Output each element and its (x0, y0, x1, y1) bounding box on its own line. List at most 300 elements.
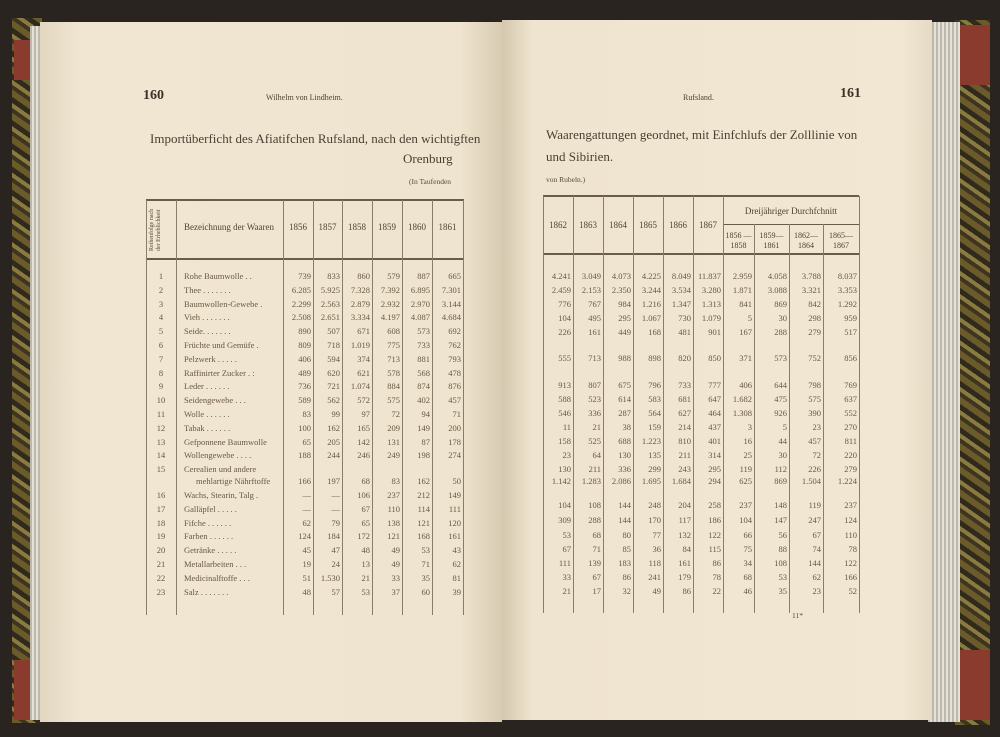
value-cell: 287 (618, 408, 631, 418)
value-cell: 110 (387, 503, 400, 514)
value-cell: 78 (712, 572, 721, 582)
value-cell: 481 (678, 327, 691, 337)
value-cell: 2.879 (350, 298, 370, 309)
row-index: 16 (156, 490, 166, 500)
value-cell: 1.283 (581, 476, 601, 486)
value-cell: 336 (588, 408, 601, 418)
value-cell: 37 (391, 586, 400, 597)
value-cell: 884 (387, 381, 400, 392)
value-cell: 796 (648, 380, 661, 390)
value-cell: 78 (848, 544, 857, 554)
value-cell: 568 (417, 367, 430, 378)
value-cell: 733 (678, 380, 691, 390)
item-name: Wachs, Stearin, Talg . (184, 490, 259, 500)
avg-period-start: 1865— (829, 231, 853, 240)
value-cell: 94 (421, 409, 430, 419)
value-cell: 122 (844, 558, 857, 568)
value-cell: 525 (588, 436, 601, 446)
value-cell: 130 (558, 464, 571, 474)
value-cell: 736 (298, 381, 311, 392)
value-cell: 114 (417, 503, 430, 514)
value-cell: 627 (678, 408, 691, 418)
value-cell: 119 (739, 464, 752, 474)
value-cell: 3.321 (801, 285, 821, 295)
value-cell: 406 (298, 353, 311, 364)
value-cell: — (302, 490, 311, 500)
value-cell: 3.334 (350, 312, 370, 323)
value-cell: 53 (562, 530, 571, 540)
row-index: 5 (158, 326, 164, 337)
value-cell: 39 (452, 586, 461, 597)
value-cell: 988 (618, 353, 631, 363)
column-rule (823, 224, 824, 613)
value-cell: 112 (774, 464, 787, 474)
running-head: Rufsland. (683, 93, 714, 102)
value-cell: 162 (327, 422, 340, 433)
value-cell: 8.037 (837, 271, 857, 281)
value-cell: 22 (712, 586, 721, 596)
value-cell: 4.073 (611, 271, 631, 281)
item-name: Farben . . . . . . (184, 531, 234, 542)
year-header: 1866 (669, 220, 687, 230)
value-cell: 2.563 (320, 298, 340, 309)
value-cell: 733 (417, 340, 430, 350)
value-cell: 3.280 (701, 285, 721, 295)
value-cell: 212 (417, 490, 430, 500)
value-cell: 401 (708, 436, 721, 446)
item-name: Gefponnene Baumwolle (184, 436, 267, 447)
row-index: 10 (156, 395, 166, 406)
value-cell: 68 (592, 530, 601, 540)
value-cell: 23 (812, 422, 821, 432)
value-cell: 165 (357, 422, 370, 433)
row-index: 13 (156, 436, 166, 447)
value-cell: 111 (448, 503, 461, 514)
avg-header: Dreijähriger Durchfchnitt (744, 206, 838, 216)
value-cell: 3.244 (641, 285, 661, 295)
value-cell: 33 (562, 572, 571, 582)
value-cell: 809 (298, 340, 311, 350)
value-cell: 65 (361, 517, 370, 528)
value-cell: 314 (708, 450, 721, 460)
value-cell: 575 (808, 394, 821, 404)
value-cell: 583 (648, 394, 661, 404)
value-cell: 168 (417, 531, 430, 542)
value-cell: 85 (622, 544, 631, 554)
value-cell: 204 (678, 500, 691, 510)
value-cell: 856 (844, 353, 857, 363)
item-name: Pelzwerk . . . . . (184, 353, 237, 364)
page-edges-right (928, 22, 960, 722)
item-name: Salz . . . . . . . (184, 586, 229, 597)
value-cell: 1.216 (641, 299, 661, 309)
book-cover-right (955, 20, 990, 725)
value-cell: 4.241 (551, 271, 571, 281)
value-cell: 959 (844, 313, 857, 323)
value-cell: 139 (588, 558, 601, 568)
item-name: Galläpfel . . . . . (184, 503, 237, 514)
value-cell: 118 (648, 558, 661, 568)
value-cell: 16 (743, 436, 752, 446)
unit-note: von Rubeln.) (546, 175, 586, 184)
value-cell: 437 (708, 422, 721, 432)
table-header-rule (543, 253, 859, 255)
value-cell: 811 (844, 436, 857, 446)
value-cell: 149 (417, 422, 430, 433)
value-cell: 186 (708, 515, 721, 525)
value-cell: 984 (618, 299, 631, 309)
value-cell: 104 (558, 500, 571, 510)
value-cell: 17 (592, 586, 601, 596)
value-cell: 130 (618, 450, 631, 460)
value-cell: 161 (678, 558, 691, 568)
year-header: 1860 (408, 222, 426, 232)
value-cell: 3.353 (837, 285, 857, 295)
value-cell: 1.871 (732, 285, 752, 295)
value-cell: 625 (739, 476, 752, 486)
value-cell: 288 (774, 327, 787, 337)
value-cell: 730 (678, 313, 691, 323)
value-cell: 3.788 (801, 271, 821, 281)
value-cell: 159 (648, 422, 661, 432)
value-cell: 8.049 (671, 271, 691, 281)
value-cell: 692 (448, 326, 461, 337)
value-cell: 121 (387, 531, 400, 542)
value-cell: 1.142 (551, 476, 571, 486)
value-cell: 19 (302, 559, 311, 569)
value-cell: 184 (327, 531, 340, 542)
value-cell: 621 (357, 367, 370, 378)
rank-header: Reihenfolge nach der Erheblichkeit (149, 208, 162, 252)
value-cell: 246 (357, 450, 370, 461)
year-header: 1864 (609, 220, 627, 230)
value-cell: 713 (387, 353, 400, 364)
item-name: Früchte und Gemüfe . (184, 340, 259, 350)
value-cell: 34 (743, 558, 752, 568)
item-name: Leder . . . . . . (184, 381, 230, 392)
avg-period-start: 1859— (759, 231, 784, 240)
row-index: 12 (156, 422, 166, 433)
value-cell: 833 (327, 271, 340, 281)
value-cell: 767 (588, 299, 601, 309)
value-cell: 7.301 (441, 284, 461, 295)
value-cell: 121 (417, 517, 430, 528)
row-index: 17 (156, 503, 166, 514)
value-cell: 243 (678, 464, 691, 474)
value-cell: 247 (808, 515, 821, 525)
value-cell: 241 (648, 572, 661, 582)
value-cell: 793 (448, 353, 461, 364)
value-cell: 1.308 (732, 408, 752, 418)
year-header: 1863 (579, 220, 597, 230)
value-cell: 614 (618, 394, 631, 404)
value-cell: 30 (778, 450, 787, 460)
value-cell: 2.350 (611, 285, 631, 295)
value-cell: 665 (448, 271, 461, 281)
column-rule (859, 196, 860, 613)
value-cell: 517 (844, 327, 857, 337)
item-name: Thee . . . . . . . (184, 284, 231, 295)
value-cell: 86 (682, 586, 691, 596)
item-name: Tabak . . . . . . (184, 422, 231, 433)
year-header: 1867 (699, 220, 717, 230)
year-header: 1862 (549, 220, 567, 230)
value-cell: 775 (387, 340, 400, 350)
value-cell: 869 (774, 299, 787, 309)
value-cell: 295 (708, 464, 721, 474)
unit-note: (In Taufenden (409, 177, 452, 186)
value-cell: 713 (588, 353, 601, 363)
item-name: Raffinirter Zucker . : (184, 367, 255, 378)
name-header: Bezeichnung der Waaren (183, 222, 275, 232)
value-cell: 11 (562, 422, 571, 432)
value-cell: 248 (648, 500, 661, 510)
value-cell: 7.392 (380, 284, 400, 295)
value-cell: 552 (844, 408, 857, 418)
value-cell: 72 (812, 450, 821, 460)
value-cell: 53 (361, 586, 370, 597)
row-index: 20 (156, 545, 166, 556)
value-cell: 464 (708, 408, 721, 418)
value-cell: 158 (558, 436, 571, 446)
value-cell: 56 (778, 530, 787, 540)
value-cell: 926 (774, 408, 787, 418)
value-cell: 205 (327, 436, 340, 447)
value-cell: 523 (588, 394, 601, 404)
value-cell: 675 (618, 380, 631, 390)
value-cell: 1.504 (801, 476, 821, 486)
value-cell: 74 (812, 544, 821, 554)
value-cell: 30 (778, 313, 787, 323)
signature-mark: 11* (792, 611, 803, 620)
value-cell: 620 (327, 367, 340, 378)
value-cell: 874 (417, 381, 430, 392)
value-cell: 244 (327, 450, 340, 461)
value-cell: 23 (812, 586, 821, 596)
value-cell: 108 (588, 500, 601, 510)
value-cell: 67 (562, 544, 571, 554)
value-cell: 211 (588, 464, 601, 474)
value-cell: 4.225 (641, 271, 661, 281)
column-rule (176, 200, 177, 615)
value-cell: 131 (387, 436, 400, 447)
value-cell: 1.347 (671, 299, 691, 309)
value-cell: 138 (387, 517, 400, 528)
item-name: Seidengewebe . . . (184, 395, 246, 406)
value-cell: 71 (592, 544, 601, 554)
value-cell: 890 (298, 326, 311, 337)
value-cell: 99 (331, 409, 340, 419)
item-name: Wolle . . . . . . (184, 409, 230, 419)
value-cell: 573 (774, 353, 787, 363)
value-cell: 457 (808, 436, 821, 446)
value-cell: 198 (417, 450, 430, 461)
value-cell: 200 (448, 422, 461, 433)
value-cell: 546 (558, 408, 571, 418)
value-cell: 57 (331, 586, 340, 597)
row-index: 15 (156, 464, 166, 475)
value-cell: 115 (708, 544, 721, 554)
row-index: 4 (158, 312, 164, 323)
value-cell: 110 (844, 530, 857, 540)
value-cell: 72 (391, 409, 400, 419)
row-index: 18 (156, 517, 166, 528)
value-cell: 11.837 (697, 271, 721, 281)
value-cell: 294 (708, 476, 721, 486)
value-cell: 644 (774, 380, 787, 390)
value-cell: 237 (739, 500, 752, 510)
value-cell: 168 (648, 327, 661, 337)
value-cell: 68 (361, 476, 370, 487)
value-cell: 842 (808, 299, 821, 309)
value-cell: 122 (708, 530, 721, 540)
column-rule (463, 200, 464, 615)
value-cell: 237 (844, 500, 857, 510)
value-cell: 132 (678, 530, 691, 540)
value-cell: 478 (448, 367, 461, 378)
value-cell: 913 (558, 380, 571, 390)
value-cell: 106 (357, 490, 370, 500)
value-cell: 507 (327, 326, 340, 337)
column-rule (754, 224, 755, 613)
value-cell: 83 (302, 409, 311, 419)
value-cell: 489 (298, 367, 311, 378)
value-cell: 79 (331, 517, 340, 528)
value-cell: 457 (448, 395, 461, 406)
value-cell: 36 (652, 544, 661, 554)
value-cell: 2.932 (380, 298, 400, 309)
item-name: Rohe Baumwolle . . (184, 271, 252, 281)
value-cell: 48 (302, 586, 311, 597)
value-cell: 33 (391, 572, 400, 583)
value-cell: 135 (648, 450, 661, 460)
item-name: Cerealien und andere (184, 464, 257, 475)
value-cell: 25 (743, 450, 752, 460)
item-name: Fifche . . . . . . (184, 517, 232, 528)
value-cell: 62 (812, 572, 821, 582)
value-cell: 47 (331, 545, 340, 556)
value-cell: 562 (327, 395, 340, 406)
row-index: 2 (158, 284, 164, 295)
page-number: 161 (840, 86, 861, 101)
value-cell: 270 (844, 422, 857, 432)
value-cell: 1.530 (320, 572, 340, 583)
row-index: 6 (158, 340, 164, 350)
row-index: 23 (156, 586, 166, 597)
value-cell: 295 (618, 313, 631, 323)
value-cell: 60 (421, 586, 430, 597)
value-cell: 589 (298, 395, 311, 406)
value-cell: 5.925 (320, 284, 340, 295)
value-cell: 637 (844, 394, 857, 404)
value-cell: 197 (327, 476, 340, 487)
item-name: Wollengewebe . . . . (184, 450, 252, 461)
value-cell: 51 (302, 572, 311, 583)
value-cell: 5 (747, 313, 752, 323)
value-cell: 1.019 (350, 340, 370, 350)
year-header: 1858 (348, 222, 366, 232)
value-cell: 83 (391, 476, 400, 487)
value-cell: 4.684 (441, 312, 461, 323)
value-cell: 38 (622, 422, 631, 432)
value-cell: 6.895 (410, 284, 430, 295)
value-cell: 21 (361, 572, 370, 583)
value-cell: 776 (558, 299, 571, 309)
value-cell: 214 (678, 422, 691, 432)
right-page (502, 20, 932, 720)
value-cell: 53 (421, 545, 430, 556)
value-cell: 1.313 (701, 299, 721, 309)
value-cell: 62 (302, 517, 311, 528)
value-cell: 390 (808, 408, 821, 418)
value-cell: 820 (678, 353, 691, 363)
value-cell: 81 (452, 572, 461, 583)
value-cell: 120 (448, 517, 461, 528)
title-line: Waarengattungen geordnet, mit Einfchlufs der Zolllinie von (546, 127, 858, 142)
table-top-rule (146, 199, 464, 201)
value-cell: 209 (387, 422, 400, 433)
value-cell: 671 (357, 326, 370, 337)
value-cell: 555 (558, 353, 571, 363)
year-header: 1859 (378, 222, 396, 232)
value-cell: 237 (387, 490, 400, 500)
row-index: 3 (158, 298, 164, 309)
value-cell: 178 (448, 436, 461, 447)
value-cell: 87 (421, 436, 430, 447)
value-cell: 449 (618, 327, 631, 337)
value-cell: 71 (421, 559, 430, 569)
value-cell: 226 (808, 464, 821, 474)
value-cell: 279 (844, 464, 857, 474)
column-rule (789, 224, 790, 613)
value-cell: 97 (361, 409, 370, 419)
table-header-rule (146, 258, 464, 260)
value-cell: 117 (678, 515, 691, 525)
value-cell: 45 (302, 545, 311, 556)
value-cell: 588 (558, 394, 571, 404)
value-cell: 681 (678, 394, 691, 404)
value-cell: 374 (357, 353, 370, 364)
value-cell: 2.959 (732, 271, 752, 281)
avg-period-end: 1861 (763, 241, 780, 250)
value-cell: 336 (618, 464, 631, 474)
value-cell: 575 (387, 395, 400, 406)
value-cell: 48 (361, 545, 370, 556)
value-cell: 66 (743, 530, 752, 540)
table-top-rule (543, 195, 859, 197)
value-cell: 406 (739, 380, 752, 390)
value-cell: 898 (648, 353, 661, 363)
value-cell: 13 (361, 559, 370, 569)
value-cell: 119 (808, 500, 821, 510)
value-cell: 170 (648, 515, 661, 525)
value-cell: 721 (327, 381, 340, 392)
value-cell: 258 (708, 500, 721, 510)
value-cell: 104 (558, 313, 571, 323)
value-cell: 3.144 (441, 298, 461, 309)
value-cell: 901 (708, 327, 721, 337)
value-cell: 876 (448, 381, 461, 392)
value-cell: 147 (774, 515, 787, 525)
value-cell: 49 (391, 545, 400, 556)
value-cell: 2.508 (291, 312, 311, 323)
value-cell: 475 (774, 394, 787, 404)
value-cell: 495 (588, 313, 601, 323)
value-cell: 142 (357, 436, 370, 447)
value-cell: 149 (448, 490, 461, 500)
value-cell: 226 (558, 327, 571, 337)
value-cell: 688 (618, 436, 631, 446)
